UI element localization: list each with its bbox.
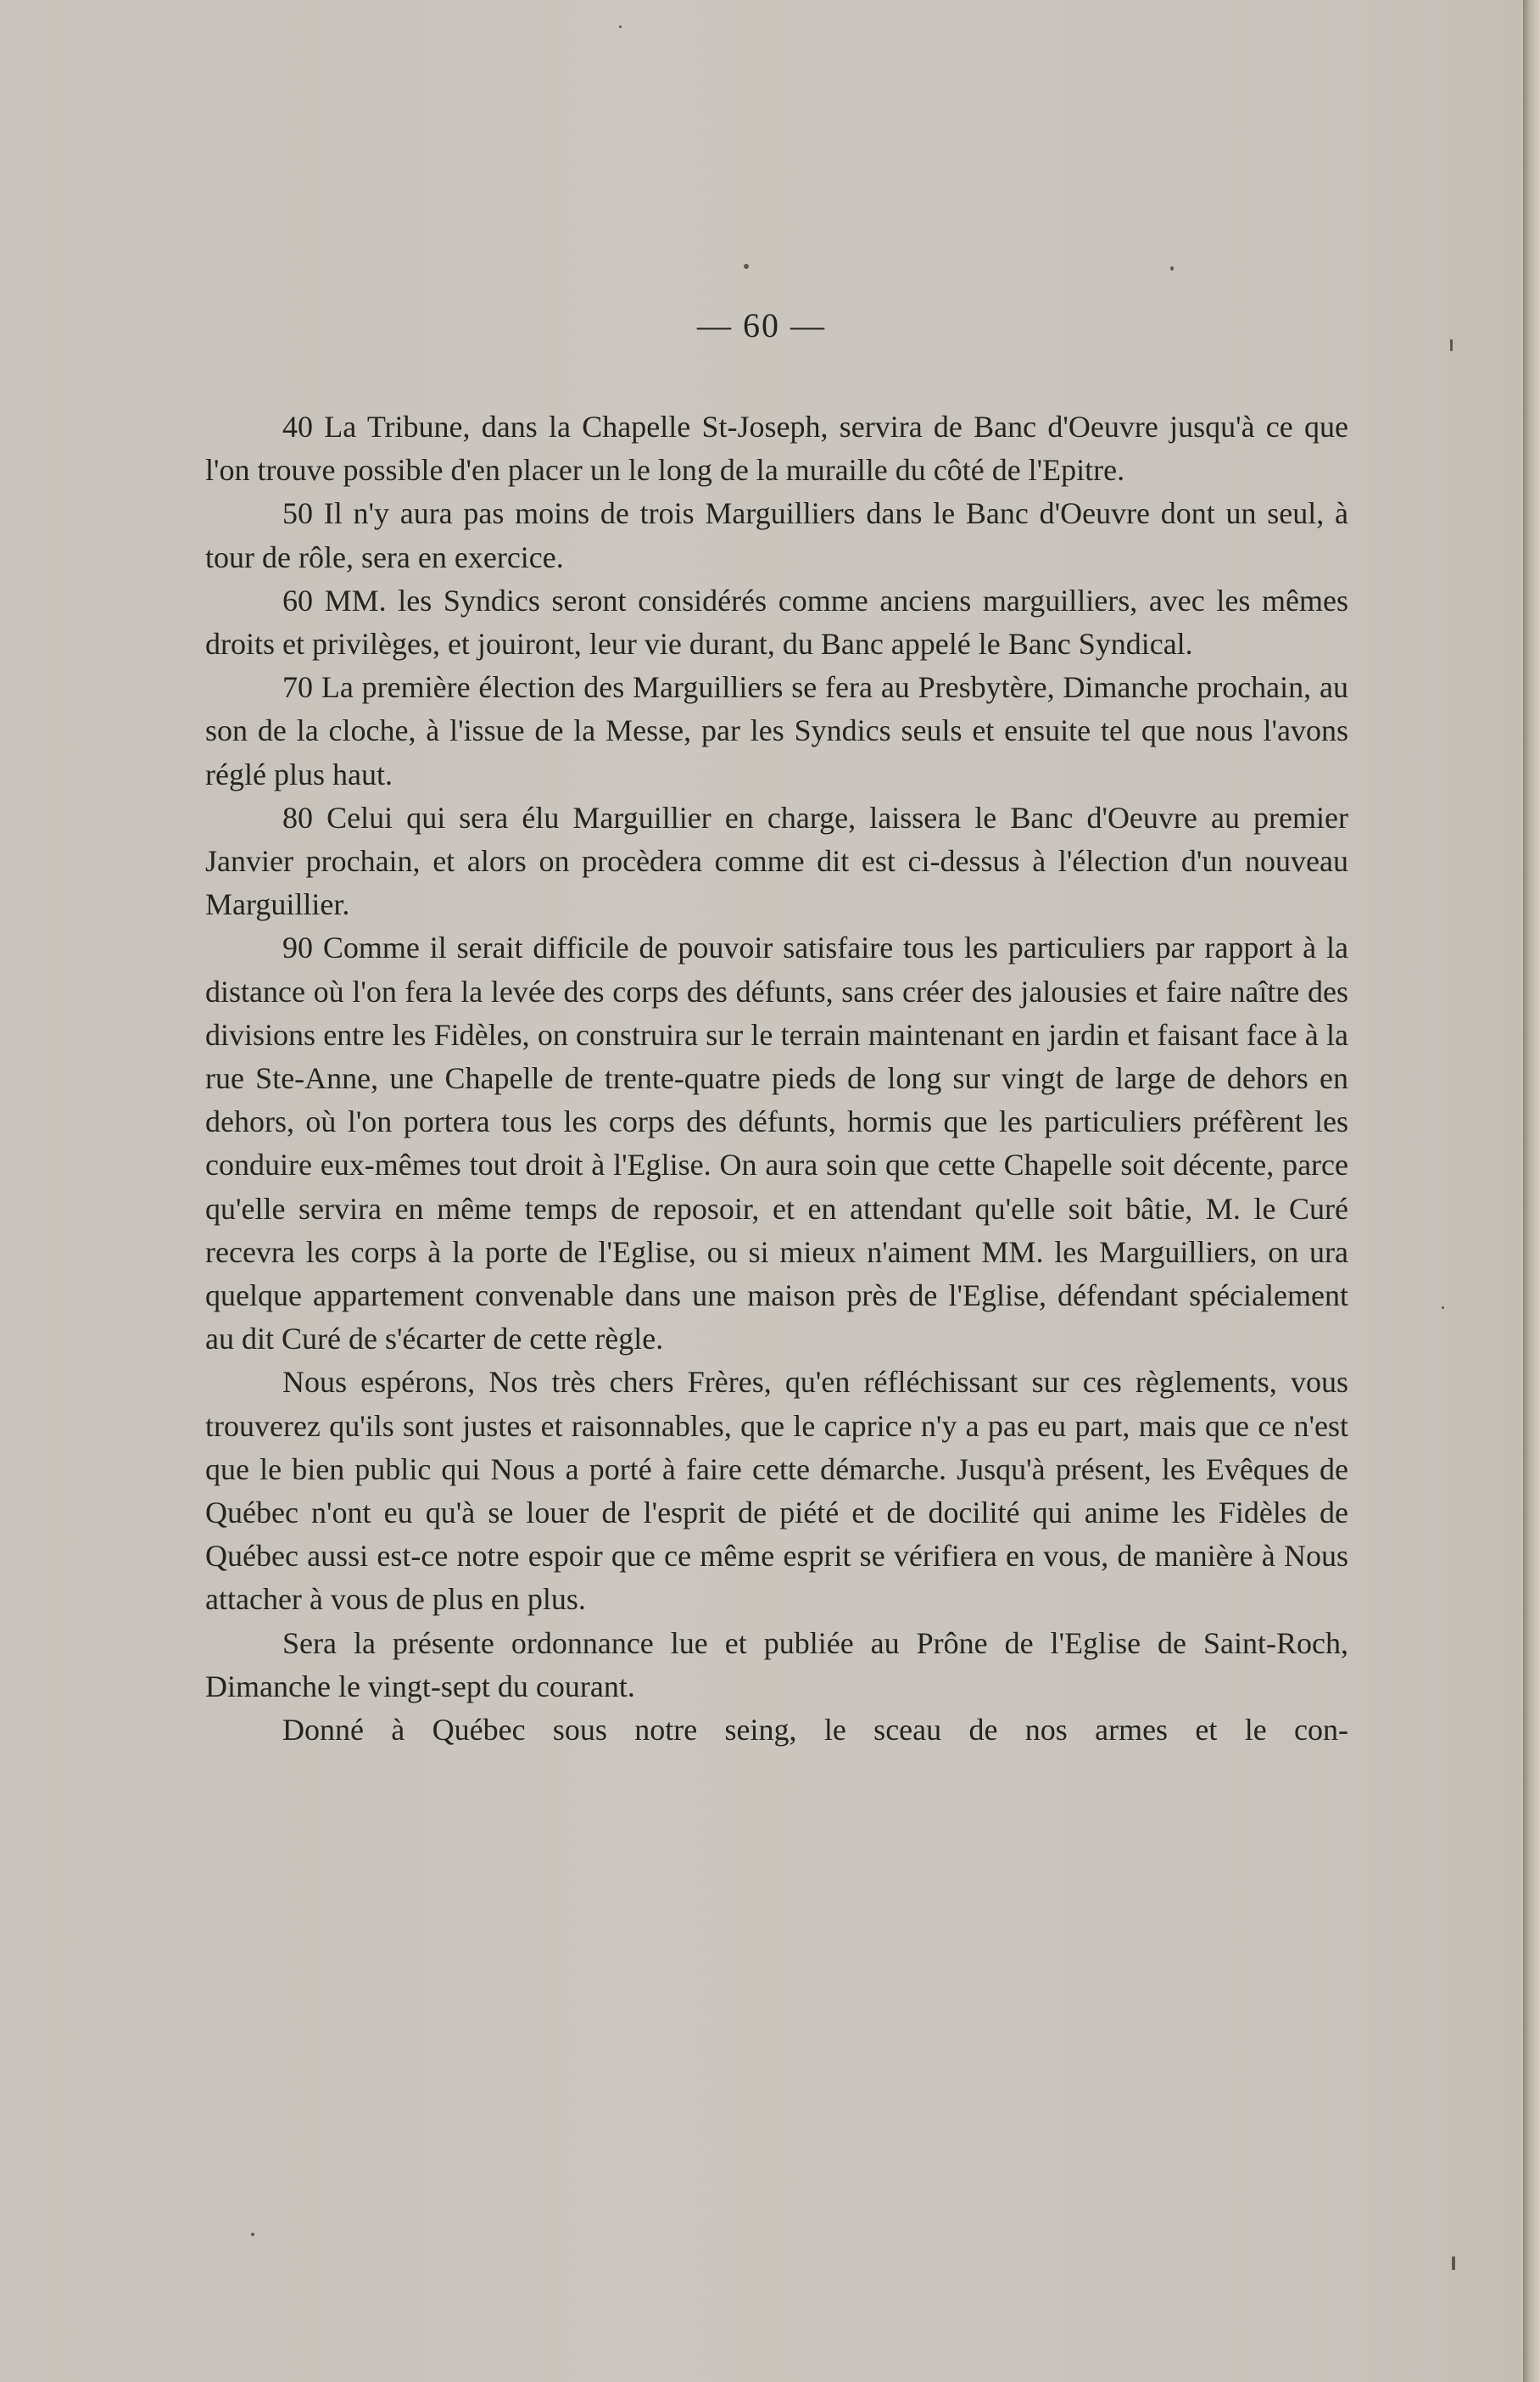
page-number: — 60 — [697,306,826,344]
ink-speck [619,25,622,28]
paragraph-exhortation: Nous espérons, Nos très chers Frères, qu'en réfléchissant sur ces règlements, vous trouverez qu'ils sont justes et raisonnables, que le caprice n'y a pas eu part, mais que ce n'est que le bien public qui Nous a porté à faire cette démarche. Jusqu'à présent, les Evêques de Québec n'ont eu qu'à se louer de l'esprit de piété et de docilité qui anime les Fidèles de Québec aussi est-ce notre espoir que ce même esprit se vérifiera en vous, de manière à Nous attacher à vous de plus en plus. [205,1365,1348,1617]
ink-speck [1170,266,1174,271]
paragraph-article-9: 90 Comme il serait difficile de pouvoir satisfaire tous les particuliers par rapport à la distance où l'on fera la levée des corps des défunts, sans créer des jalousies et faire naître des divisions entre les Fidèles, on construira sur le terrain maintenant en jardin et faisant face à la rue Ste-Anne, une Chapelle de trente-quatre pieds de long sur vingt de large de dehors en dehors, où l'on portera tous les corps des défunts, hormis que les particuliers préfèrent les conduire eux-mêmes tout droit à l'Eglise. On aura soin que cette Chapelle soit décente, parce qu'elle servira en même temps de reposoir, et en attendant qu'elle soit bâtie, M. le Curé recevra les corps à la porte de l'Eglise, ou si mieux n'aiment MM. les Marguilliers, on ura quelque appartement convenable dans une maison près de l'Eglise, défendant spécialement au dit Curé de s'écarter de cette règle. [205,931,1348,1356]
paragraph-publication: Sera la présente ordonnance lue et publiée au Prône de l'Eglise de Saint-Roch, Dimanche le vingt-sept du courant. [205,1625,1348,1703]
ink-speck [744,264,749,269]
paragraph-article-5: 50 Il n'y aura pas moins de trois Marguilliers dans le Banc d'Oeuvre dont un seul, à tour de rôle, sera en exercice. [205,496,1348,574]
ink-speck [251,2233,254,2236]
paragraph-article-7: 70 La première élection des Marguilliers se fera au Presbytère, Dimanche prochain, au son de la cloche, à l'issue de la Messe, par les Syndics seuls et ensuite tel que nous l'avons réglé plus haut. [205,670,1348,791]
ink-speck [1452,2256,1455,2270]
page-edge [1523,0,1540,2382]
paragraph-article-6: 60 MM. les Syndics seront considérés comme anciens marguilliers, avec les mêmes droits et privilèges, et jouiront, leur vie durant, du Banc appelé le Banc Syndical. [205,583,1348,662]
body-text [205,405,1348,1752]
paragraph-article-4: 40 La Tribune, dans la Chapelle St-Joseph, servira de Banc d'Oeuvre jusqu'à ce que l'on trouve possible d'en placer un le long de la muraille du côté de l'Epitre. [205,410,1348,488]
ink-speck [1442,1306,1444,1309]
paragraph-given-at: Donné à Québec sous notre seing, le sceau de nos armes et le con- [282,1713,1348,1747]
paragraph-article-8: 80 Celui qui sera élu Marguillier en charge, laissera le Banc d'Oeuvre au premier Janvier prochain, et alors on procèdera comme dit est ci-dessus à l'élection d'un nouveau Marguillier. [205,800,1348,922]
